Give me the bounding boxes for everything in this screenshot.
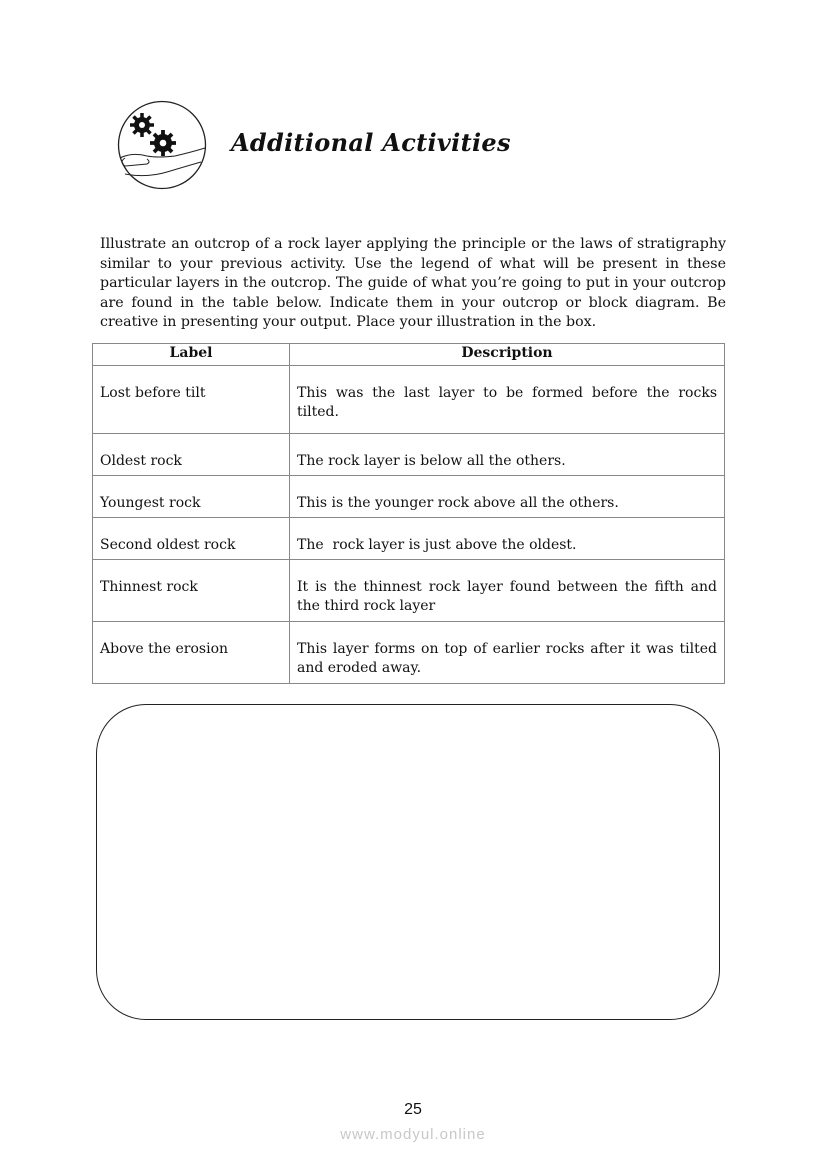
column-header-label: Label	[93, 344, 290, 366]
row-label: Oldest rock	[93, 434, 290, 476]
row-description: The rock layer is below all the others.	[290, 434, 725, 476]
row-description: It is the thinnest rock layer found between the fifth and the third rock layer	[290, 560, 725, 622]
row-description: This layer forms on top of earlier rocks after it was tilted and eroded away.	[290, 622, 725, 684]
page-title: Additional Activities	[231, 128, 511, 157]
table-row	[93, 560, 725, 622]
table-row	[93, 476, 725, 518]
table-row	[93, 434, 725, 476]
row-label: Youngest rock	[93, 476, 290, 518]
column-header-description: Description	[290, 344, 725, 366]
page-number: 25	[404, 1101, 422, 1118]
row-label: Thinnest rock	[93, 560, 290, 622]
row-description: This was the last layer to be formed before the rocks tilted.	[290, 366, 725, 434]
row-label: Second oldest rock	[93, 518, 290, 560]
legend-table	[92, 343, 725, 684]
table-header-row	[93, 344, 725, 366]
gears-in-hand-icon	[117, 100, 207, 190]
table-row	[93, 366, 725, 434]
table-row	[93, 518, 725, 560]
row-label: Lost before tilt	[93, 366, 290, 434]
row-description: This is the younger rock above all the others.	[290, 476, 725, 518]
row-label: Above the erosion	[93, 622, 290, 684]
table-row	[93, 622, 725, 684]
illustration-box[interactable]	[96, 704, 720, 1020]
watermark: www.modyul.online	[340, 1126, 486, 1143]
row-description: The rock layer is just above the oldest.	[290, 518, 725, 560]
instructions-text: Illustrate an outcrop of a rock layer applying the principle or the laws of stratigraphy similar to your previous activity. Use the legend of what will be present in these particular layers in the outcrop. The guide of what you’re going to put in your outcrop are found in the table below. Indicate them in your outcrop or block diagram. Be creative in presenting your output. Place your illustration in the box.	[100, 236, 726, 330]
